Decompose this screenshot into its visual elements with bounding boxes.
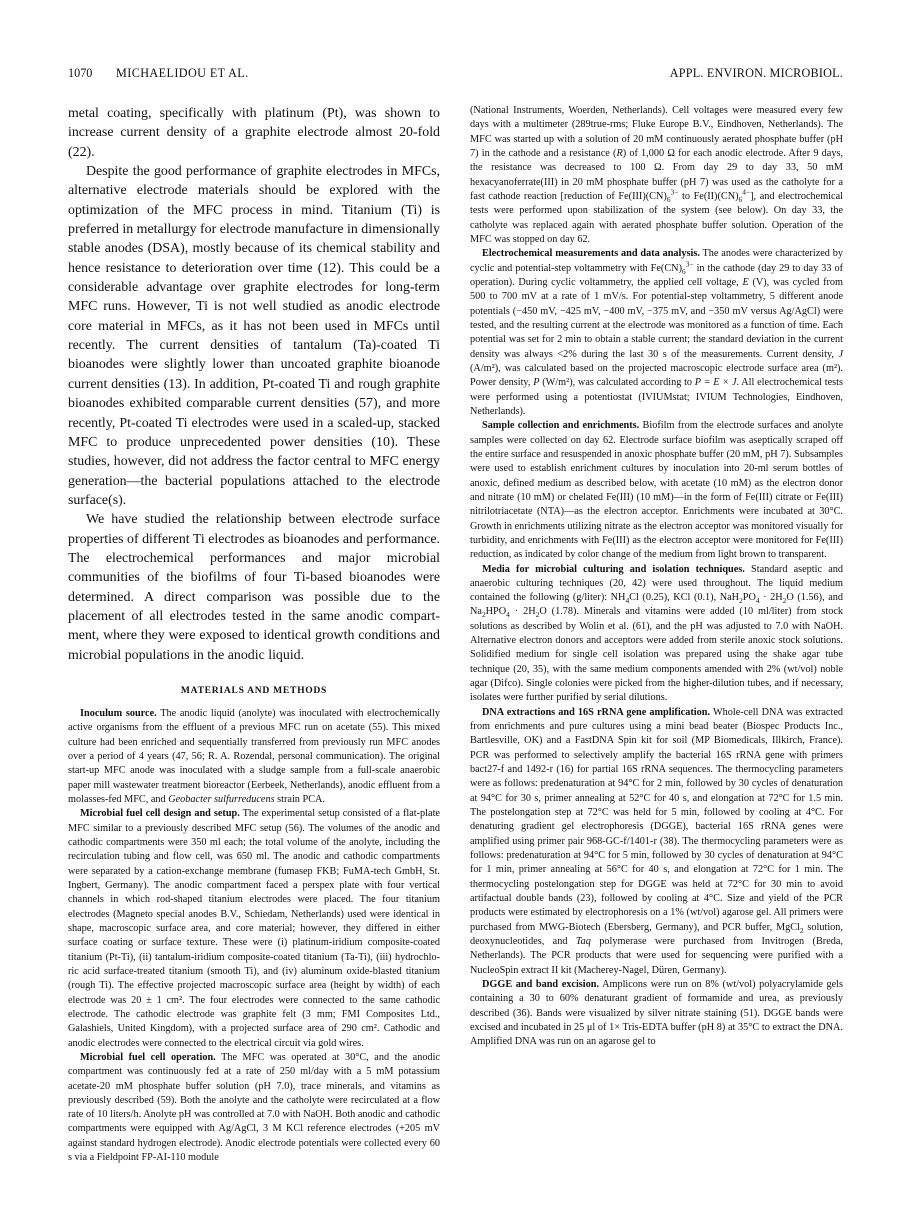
running-header [68, 66, 843, 84]
text-run: PO [742, 592, 756, 604]
intro-paragraph-2: Despite the good performance of graphite electrodes in MFCs, alternative electrode materials should be explored with the optimization of the MFC process in mind. Titanium (Ti) is preferred in metallurgy for electrode manufacture in dimensionally stable anodes (DSA), mostly because of its chemical stability and hence resistance to deterioration over time (12). This could be a considerable advantage over graphite electrodes for long-term MFC runs. However, Ti is not well studied as anodic electrode core material in MFCs, as it has not been used in MFCs until recently. The current densities of tantalum (Ta)-coated Ti bioanodes were slightly lower than uncoated graphite bioanode current densities (13). In addition, Pt-coated Ti and rough graphite bioanodes exhibited comparable current densities (57), and more recently, Pt-coated Ti electrodes were used in a scaled-up, stacked MFC to produce unprecedented power densities (10). These studies, however, did not address the factor central to MFC energy generation—the bacterial populations attached to the electrode surface(s). [68, 164, 440, 508]
text-run: Cl (0.25), KCl (0.1), NaH [629, 592, 740, 604]
design-text: The experimental setup consisted of a flat-plate MFC similar to a previously described MFC setup (56). The volumes of the anodic and cathodic compartments were 350 ml each; the total volume of the anolyte, including the recirculation tubing and flow cell, was 650 ml. The anodic and cathodic compartments were separated by a cation-exchange membrane (fumasep FKB; FuMA-tech GmbH, St. Ingbert, Germany). The anodic compartment faced a perspex plate with four vertical channels in which rod-shaped titanium electrodes were placed. The four titanium electrodes (Magneto special anodes B.V., Schiedam, Netherlands) used were identical in shape, macroscopic surface area, and core material; however, they differed in either surface coating or surface texture. These were (i) platinum-iridium composite-coated titanium (Pt-Ti), (ii) tantalum-iridium composite-coated titanium (Ta-Ti), (iii) hydrochloric acid surface-treated titanium (smooth Ti), and (iv) aluminum oxide-blasted titanium (rough Ti). The effective projected macroscopic surface area (height by width) of each electrode was 20 ± 1 cm². The four electrodes were connected to the same cathodic electrode. The cathodic electrode was graphite felt (3 mm; FMI Composites Ltd., Galashiels, United Kingdom), with a projected surface area of 290 cm². Cathodic and anodic electrodes were connected to the electrical circuit via gold wires. [68, 808, 440, 1049]
right-column [470, 104, 843, 1050]
electrochemical-paragraph [470, 247, 843, 419]
dna-extraction-paragraph [470, 706, 843, 978]
subscript: 4 [625, 596, 630, 606]
subscript: 2 [535, 610, 540, 620]
superscript: 3− [670, 187, 679, 197]
superscript: 3− [685, 259, 694, 269]
text-run: · 2H [509, 606, 536, 618]
text-run: in the cathode (day 29 to day 33 of operation). During cyclic voltammetry, the applied cell voltage, [470, 262, 844, 288]
text-run: O (1.56), and Na [470, 592, 844, 618]
dna-extraction-heading: DNA extractions and 16S rRNA gene amplification. [482, 706, 711, 718]
text-run: polymerase were purchased from Invitrogen (Breda, Netherlands). The PCR products that were used for sequencing were purified with a NucleoSpin extract II kit (Macherey-Nagel, Düren, Germany). [470, 936, 843, 976]
sample-collection-paragraph [470, 419, 843, 562]
section-heading-materials-methods: MATERIALS AND METHODS [180, 684, 328, 696]
running-authors: MICHAELIDOU ET AL. [116, 66, 249, 80]
power-density-symbol: P [533, 377, 540, 389]
subscript: 4 [755, 596, 760, 606]
inoculum-paragraph [68, 707, 440, 807]
taq-italic: Taq [575, 936, 591, 948]
text-run: ], and electrochemical tests were performed upon stabilization of the system (see below). On day 33, the catholyte was replaced again with aerated phosphate buffer solution. Operation of the MFC was stopped on day 62. [470, 190, 843, 245]
intro-paragraph-1: metal coating, specifically with platinum (Pt), was shown to increase current density of a graphite electrode almost 20-fold (22). [68, 106, 440, 160]
media-heading: Media for microbial culturing and isolation techniques. [482, 563, 745, 575]
text-run: to Fe(II)(CN) [678, 190, 739, 202]
electrochemical-heading: Electrochemical measurements and data analysis. [482, 248, 700, 260]
text-run: (A/m²), was calculated based on the projected macroscopic electrode surface area (m²). Power density, [470, 362, 843, 389]
text-run: Standard aseptic and anaerobic culturing techniques (20, 42) were used throughout. The liquid medium contained the following (g/liter): NH [470, 563, 843, 604]
intro-paragraph-3: We have studied the relationship between electrode surface properties of different Ti electrodes as bioanodes and performance. The electrochemical performances and major microbial communities of the biofilms of four Ti-based bioanodes were determined. A direct comparison was possible due to the placement of all electrodes tested in the same anodic compartment, where they were exposed to identical growth conditions and microbial populations in the anodic liquid. [68, 512, 440, 663]
operation-heading: Microbial fuel cell operation. [80, 1051, 216, 1063]
text-run: (National Instruments, Woerden, Netherlands). Cell voltages were measured every few days with a multimeter (289true-rms; Fluke Europe B.V., Eindhoven, Netherlands). The MFC was started up with a solution of 20 mM continuously aerated phosphate buffer (pH 7) in the cathode and a resistance ( [470, 105, 843, 159]
subscript: 6 [682, 266, 686, 276]
subscript: 6 [666, 195, 671, 205]
left-column [68, 104, 440, 1165]
text-run: · 2H [759, 592, 783, 604]
superscript: 4− [742, 187, 751, 197]
power-formula: P = E × J [694, 377, 737, 389]
current-density-symbol: J [838, 348, 843, 360]
inoculum-text: The anodic liquid (anolyte) was inoculated with electrochemically active organisms from the effluent of a previous MFC run on acetate (55). This mixed culture had been enriched and sequentially transferred from previously run MFC anodes over a period of 4 years (47, 56; R. A. Rozendal, personal communication). The original start-up MFC anode was inoculated with a sludge sample from a full-scale anaerobic paper mill wastewater treatment bioreactor (Eerbeek, Netherlands), anodic effluent from a molasses-fed MFC, and [68, 707, 440, 805]
text-run: O (1.78). Minerals and vitamins were added (10 ml/liter) from stock solutions as described by Wolin et al. (61), and the pH was adjusted to 7.0 with NaOH. Alternative electron donors and acceptors were added from sterile anoxic stock solutions. Solidified medium for single cell isolation was prepared using the shake agar tube technique (20, 35), with the same medium components amended with 2% (wt/vol) noble agar (Difco). Single colonies were picked from the higher-dilution tubes, and if necessary, isolates were further purified by serial dilutions. [470, 606, 844, 704]
operation-paragraph [68, 1051, 440, 1166]
text-run: (V), was cycled from 500 to 700 mV at a rate of 1 mV/s. For potential-step voltammetry, 5 different anode potentials (−450 mV, −425 mV, −400 mV, −375 mV, and −350 mV versus Ag/AgCl) were tested, and the resulting current at the electrode was monitored as a function of time. Each potential was set for 2 min to obtain a stable current; the standard deviation in the current density was always <2% during the last 30 s of the measurements. Current density, [470, 276, 844, 360]
text-run: . All electrochemical tests were performed using a potentiostat (IVIUMstat; IVIUM Technologies, Eindhoven, Netherlands). [470, 377, 843, 417]
micro-symbol: μ [586, 1022, 593, 1033]
voltage-symbol: E [742, 276, 749, 288]
text-run: (W/m²), was calculated according to [539, 377, 695, 389]
subscript: 2 [481, 610, 486, 620]
inoculum-text-end: strain PCA. [277, 793, 325, 805]
text-run: Whole-cell DNA was extracted from enrichments and pure cultures using a mini bead beater (Biospec Products Inc., Bartlesville, OK) and a FastDNA Spin kit for soil (MP Biomedicals, Illkirch, France). PCR was performed to selectively amplify the bacterial 16S rRNA gene with primers bact27-f and 1492-r (16) for partial 16S rRNA sequences. The thermocycling parameters were as follows: predenaturation at 94°C for 2 min, followed by 30 cycles of denaturation at 94°C for 30 s, primer annealing at 52°C for 40 s, and elongation at 72°C for 1.5 min. The postelongation step at 72°C was held for 5 min, followed by cooling at 4°C. For denaturing gradient gel electrophoresis (DGGE), bacterial 16S rRNA genes were amplified using primer pair 968-GC-f/1401-r (38). The thermocycling parameters were as follows: predenaturation at 94°C for 5 min, followed by 30 cycles of denaturation at 94°C for 1 min, primer annealing at 56°C for 40 s, and elongation at 72°C for 1 min. The thermocycling postelongation step for DGGE was held at 72°C for 30 min to avoid artifactual double bands (23), followed by cooling at 4°C. Size and yield of the PCR products were estimated by electrophoresis on a 1% (wt/vol) agarose gel. All primers were purchased from MWG-Biotech (Ebersberg, Germany), and PCR buffer, MgCl [470, 706, 844, 933]
sample-collection-heading: Sample collection and enrichments. [482, 420, 640, 432]
subscript: 2 [799, 925, 804, 935]
text-run: Amplicons were run on 8% (wt/vol) polyacrylamide gels containing a 30 to 60% denaturant gradient of formamide and urea, as previously described (36). Bands were visualized by silver nitrate staining (51). DGGE bands were excised and incubated in 25 [470, 979, 843, 1033]
subscript: 4 [506, 610, 510, 620]
text-run: ) of 1,000 Ω for each anodic electrode. After 9 days, the resistance was decreased to 100 Ω. From day 29 to day 33, 50 mM hexacyanoferrate(III) in 20 mM phosphate buffer (pH 7) was used as the catholyte for a fast cathode reaction [reduction of Fe(III)(CN) [470, 147, 844, 202]
dgge-paragraph [470, 978, 843, 1050]
journal-name: APPL. ENVIRON. MICROBIOL. [669, 66, 843, 80]
subscript: 2 [739, 596, 743, 606]
operation-text: The MFC was operated at 30°C, and the anodic compartment was continuously fed at a rate of 250 ml/day with a 5 mM potassium acetate-20 mM phosphate buffer solution (pH 7.0), trace minerals, and vitamins as previously described (59). Both the anolyte and the catholyte were recirculated at a flow rate of 10 liters/h. Anolyte pH was controlled at 7.0 with NaOH. Both anodic and cathodic compartments were equipped with Ag/AgCl, 3 M KCl reference electrodes (+205 mV against standard hydrogen electrode). Anodic electrode potentials were collected every 60 s via a Fieldpoint FP-AI-110 module [68, 1051, 440, 1164]
text-run: HPO [485, 606, 507, 618]
inoculum-species: Geobacter sulfurreducens [168, 793, 275, 805]
operation-continued-paragraph [470, 104, 843, 247]
resistance-symbol: R [616, 147, 623, 159]
text-run: solution, deoxynucleotides, and [470, 921, 843, 948]
page-number: 1070 [68, 66, 93, 80]
subscript: 6 [738, 195, 743, 205]
design-heading: Microbial fuel cell design and setup. [80, 808, 240, 820]
text-run: l of 1× Tris-EDTA buffer (pH 8) at 35°C to extract the DNA. Amplified DNA was run on an agarose gel to [470, 1022, 843, 1048]
design-paragraph [68, 807, 440, 1051]
media-paragraph [470, 563, 843, 706]
text-run: Biofilm from the electrode surfaces and anolyte samples were collected on day 62. Electrode surface biofilm was aseptically scraped off the entire surface and resuspended in anoxic phosphate buffer (20 mM, pH 7). Subsamples were used to establish enrichment cultures by inoculation into 20-ml serum bottles of anoxic, defined medium as described below, with acetate (10 mM) as the electron donor and nitrate (10 mM) or chelated Fe(III) (10 mM)—in the form of Fe(III) citrate or Fe(III) nitrilotriacetate (NTA)—as the electron acceptor. Enrichments were incubated at 30°C. Growth in enrichments utilizing nitrate as the electron acceptor was monitored visually for turbidity, and enrichments with Fe(III) as the electron acceptor were monitored for Fe(III) reduction, as indicated by color change of the medium from light brown to transparent. [470, 420, 843, 561]
dgge-heading: DGGE and band excision. [482, 979, 600, 991]
inoculum-heading: Inoculum source. [80, 707, 157, 719]
subscript: 2 [782, 596, 787, 606]
text-run: The anodes were characterized by cyclic and potential-step voltammetry with Fe(CN) [470, 248, 843, 274]
